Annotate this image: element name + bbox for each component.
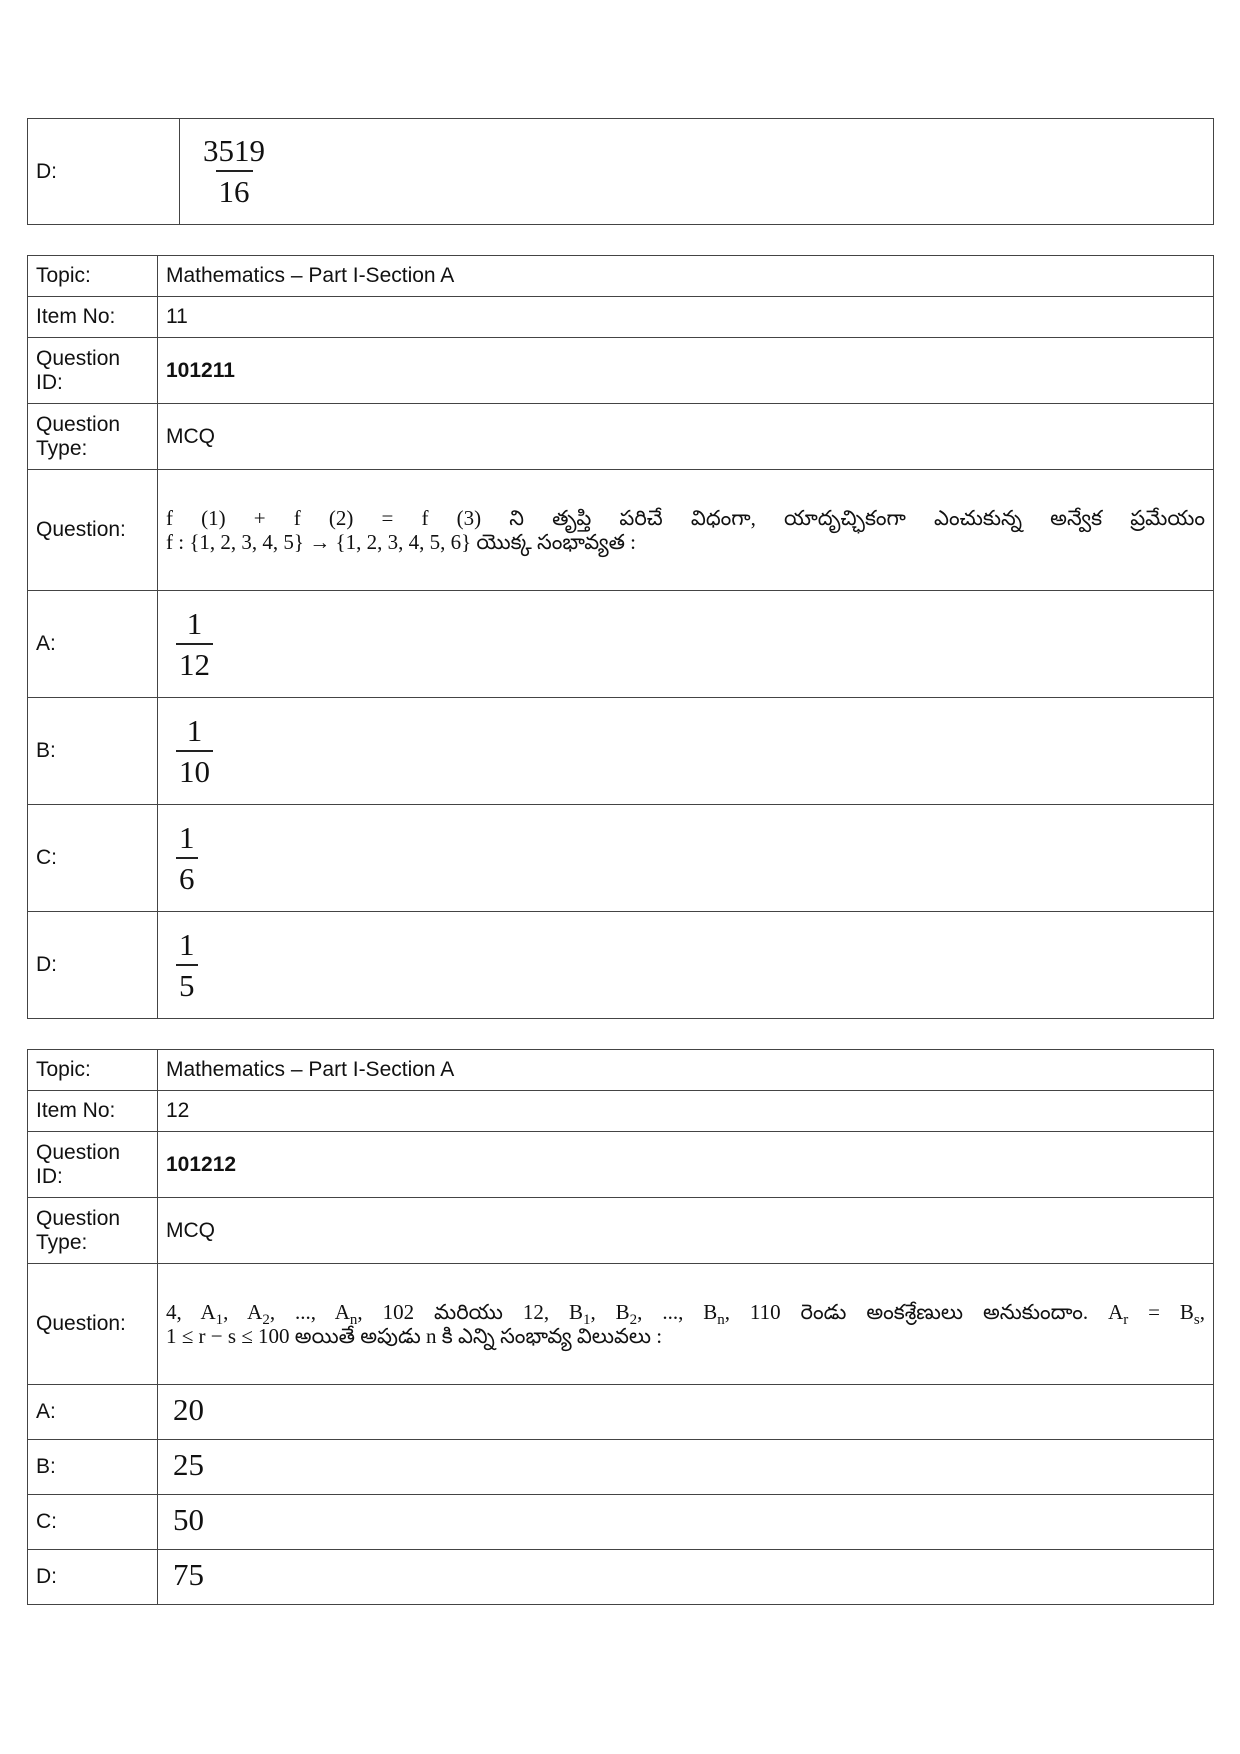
option-value [158, 912, 1214, 1019]
fraction-numerator: 1 [186, 605, 203, 641]
option-label: D: [28, 912, 158, 1019]
q-text-part: , [1199, 1300, 1205, 1324]
option-c-row [28, 1495, 1214, 1550]
option-label: B: [28, 1440, 158, 1495]
subscript: 1 [215, 1312, 224, 1329]
q-text-part: 4, A [166, 1300, 216, 1324]
q-text-part: , ..., A [269, 1300, 350, 1324]
option-label: A: [28, 591, 158, 698]
q-text-part: , 110 రెండు అంకశ్రేణులు అనుకుందాం. A [724, 1300, 1124, 1324]
question-line-2: f : {1, 2, 3, 4, 5} → {1, 2, 3, 4, 5, 6} యొక్క సంభావ్యత : [166, 530, 637, 554]
fraction-denominator: 16 [216, 170, 253, 210]
fraction [176, 713, 213, 790]
topic-value: Mathematics – Part I-Section A [158, 256, 1214, 297]
item-no-value: 11 [158, 297, 1214, 338]
question-text [158, 1264, 1214, 1385]
question-label: Question: [28, 470, 158, 591]
fraction [200, 133, 268, 210]
topic-value: Mathematics – Part I-Section A [158, 1050, 1214, 1091]
fraction-numerator: 1 [179, 926, 195, 962]
option-value [180, 119, 1214, 225]
question-id-label: Question ID: [28, 1132, 158, 1198]
fraction-denominator: 12 [176, 643, 213, 683]
question-row [28, 470, 1214, 591]
fraction-denominator: 10 [176, 750, 213, 790]
subscript: r [1123, 1312, 1129, 1329]
item-no-label: Item No: [28, 297, 158, 338]
option-b-row [28, 1440, 1214, 1495]
option-row [28, 119, 1214, 225]
option-d-row [28, 912, 1214, 1019]
subscript: s [1193, 1312, 1200, 1329]
fraction [176, 820, 198, 897]
question-id-label: Question ID: [28, 338, 158, 404]
subscript: 2 [262, 1312, 270, 1329]
q-text-part: = B [1128, 1300, 1194, 1324]
question-type-value: MCQ [158, 404, 1214, 470]
previous-question-tail [27, 118, 1214, 225]
question-id-value: 101211 [158, 338, 1214, 404]
item-no-row [28, 297, 1214, 338]
fraction [176, 606, 213, 683]
question-type-value: MCQ [158, 1198, 1214, 1264]
option-value [158, 591, 1214, 698]
subscript: n [717, 1312, 725, 1329]
item-no-row [28, 1091, 1214, 1132]
option-label: B: [28, 698, 158, 805]
question-type-label: Question Type: [28, 1198, 158, 1264]
question-line-2: 1 ≤ r − s ≤ 100 అయితే అపుడు n కి ఎన్ని సంభావ్య విలువలు : [166, 1324, 663, 1348]
topic-row [28, 1050, 1214, 1091]
option-b-row [28, 698, 1214, 805]
option-a-row [28, 591, 1214, 698]
option-number: 75 [173, 1557, 204, 1592]
option-number: 25 [173, 1447, 204, 1482]
option-value [158, 1385, 1214, 1440]
question-12-table [27, 1049, 1214, 1605]
option-value [158, 1550, 1214, 1605]
topic-row [28, 256, 1214, 297]
subscript: 2 [629, 1312, 638, 1329]
topic-label: Topic: [28, 256, 158, 297]
question-label: Question: [28, 1264, 158, 1385]
question-row [28, 1264, 1214, 1385]
fraction-numerator: 1 [179, 819, 195, 855]
fraction-numerator: 1 [186, 712, 203, 748]
subscript: n [349, 1312, 358, 1329]
option-c-row [28, 805, 1214, 912]
question-line-1 [166, 1300, 1205, 1329]
q-text-part: , B [590, 1300, 630, 1324]
fraction-denominator: 5 [176, 964, 198, 1004]
option-a-row [28, 1385, 1214, 1440]
option-value [158, 1440, 1214, 1495]
question-11-table [27, 255, 1214, 1019]
fraction-denominator: 6 [176, 857, 198, 897]
item-no-value: 12 [158, 1091, 1214, 1132]
q-text-part: , A [223, 1300, 263, 1324]
fraction-numerator: 3519 [203, 133, 265, 168]
question-id-row [28, 1132, 1214, 1198]
option-value [158, 805, 1214, 912]
question-text [158, 470, 1214, 591]
fraction [176, 927, 198, 1004]
question-type-row [28, 1198, 1214, 1264]
question-line-1: f (1) + f (2) = f (3) ని తృప్తి పరిచే విధంగా, యాదృచ్ఛికంగా ఎంచుకున్న అన్వేక ప్రమేయం [166, 506, 1205, 530]
item-no-label: Item No: [28, 1091, 158, 1132]
question-type-label: Question Type: [28, 404, 158, 470]
question-type-row [28, 404, 1214, 470]
option-label: D: [28, 119, 180, 225]
option-label: C: [28, 805, 158, 912]
q-text-part: , 102 మరియు 12, B [357, 1300, 583, 1324]
option-number: 20 [173, 1392, 204, 1427]
option-label: C: [28, 1495, 158, 1550]
option-value [158, 1495, 1214, 1550]
option-number: 50 [173, 1502, 204, 1537]
question-id-value: 101212 [158, 1132, 1214, 1198]
option-label: D: [28, 1550, 158, 1605]
topic-label: Topic: [28, 1050, 158, 1091]
option-label: A: [28, 1385, 158, 1440]
option-value [158, 698, 1214, 805]
q-text-part: , ..., B [637, 1300, 718, 1324]
question-id-row [28, 338, 1214, 404]
option-d-row [28, 1550, 1214, 1605]
subscript: 1 [583, 1312, 591, 1329]
